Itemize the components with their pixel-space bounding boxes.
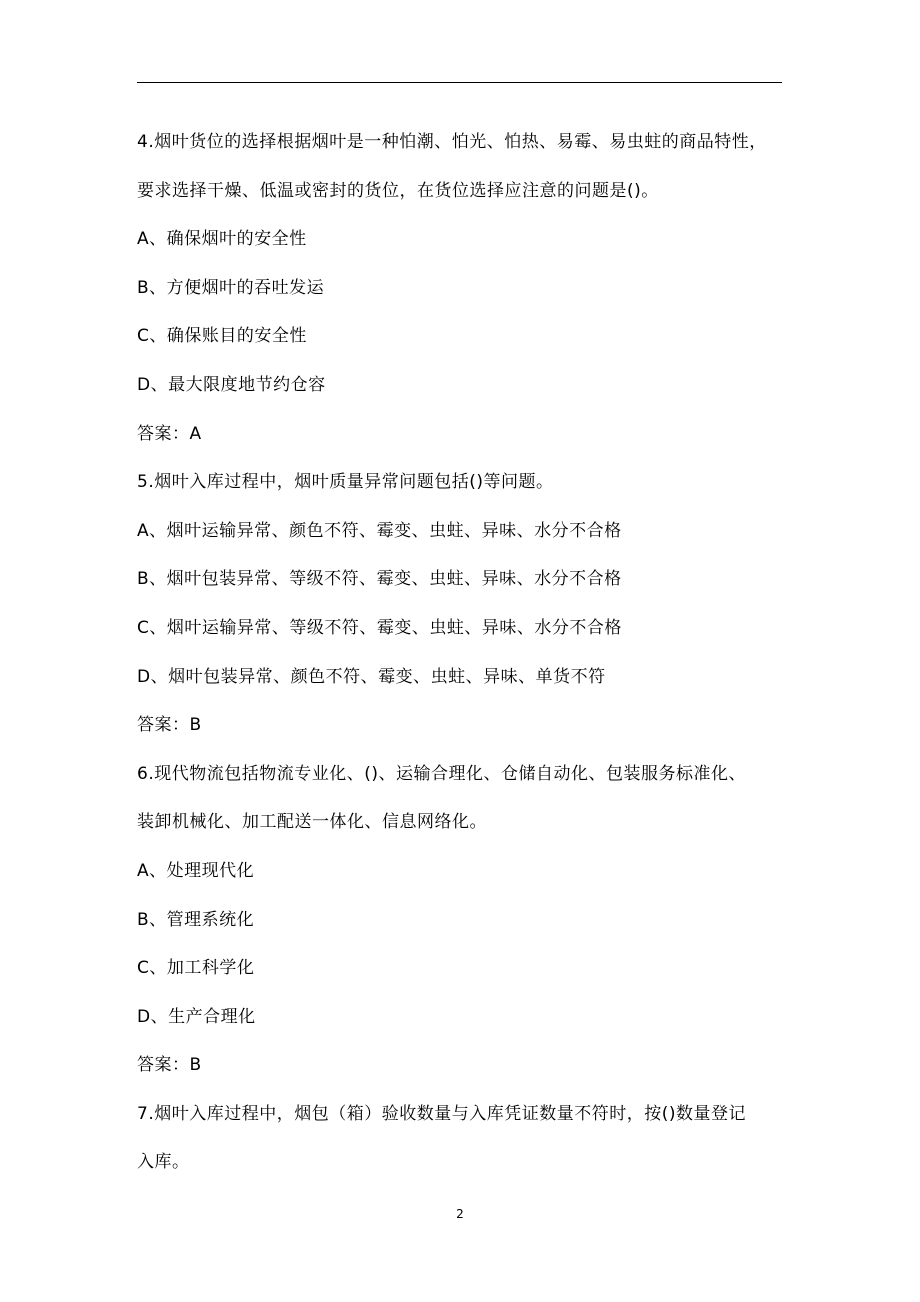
header-rule bbox=[137, 82, 782, 83]
question-stem-line: 5.烟叶入库过程中，烟叶质量异常问题包括()等问题。 bbox=[137, 472, 554, 493]
option-a: A、确保烟叶的安全性 bbox=[137, 229, 307, 250]
question-stem-line: 4.烟叶货位的选择根据烟叶是一种怕潮、怕光、怕热、易霉、易虫蛀的商品特性， bbox=[137, 132, 767, 152]
option-c: C、烟叶运输异常、等级不符、霉变、虫蛀、异味、水分不合格 bbox=[137, 617, 622, 638]
question-stem-line: 6.现代物流包括物流专业化、()、运输合理化、仓储自动化、包装服务标准化、 bbox=[137, 763, 746, 784]
question-stem-line: 入库。 bbox=[137, 1152, 190, 1173]
document-body bbox=[137, 118, 797, 1187]
question-7 bbox=[137, 1090, 797, 1187]
question-stem-line: 要求选择干燥、低温或密封的货位，在货位选择应注意的问题是()。 bbox=[137, 180, 659, 201]
answer: 答案：B bbox=[137, 715, 202, 736]
option-d: D、烟叶包装异常、颜色不符、霉变、虫蛀、异味、单货不符 bbox=[137, 666, 606, 687]
option-b: B、管理系统化 bbox=[137, 909, 255, 930]
answer: 答案：A bbox=[137, 423, 202, 444]
option-d: D、最大限度地节约仓容 bbox=[137, 374, 326, 395]
option-b: B、烟叶包装异常、等级不符、霉变、虫蛀、异味、水分不合格 bbox=[137, 569, 622, 590]
question-stem-line: 7.烟叶入库过程中，烟包（箱）验收数量与入库凭证数量不符时，按()数量登记 bbox=[137, 1103, 746, 1124]
option-d: D、生产合理化 bbox=[137, 1006, 256, 1027]
question-5 bbox=[137, 458, 797, 750]
question-6 bbox=[137, 750, 797, 1090]
page-number: 2 bbox=[456, 1207, 464, 1221]
question-4 bbox=[137, 118, 797, 458]
option-c: C、确保账目的安全性 bbox=[137, 326, 307, 347]
option-a: A、烟叶运输异常、颜色不符、霉变、虫蛀、异味、水分不合格 bbox=[137, 520, 622, 541]
option-a: A、处理现代化 bbox=[137, 860, 255, 881]
option-c: C、加工科学化 bbox=[137, 958, 255, 979]
option-b: B、方便烟叶的吞吐发运 bbox=[137, 277, 325, 298]
answer: 答案：B bbox=[137, 1055, 202, 1076]
question-stem-line: 装卸机械化、加工配送一体化、信息网络化。 bbox=[137, 812, 487, 833]
